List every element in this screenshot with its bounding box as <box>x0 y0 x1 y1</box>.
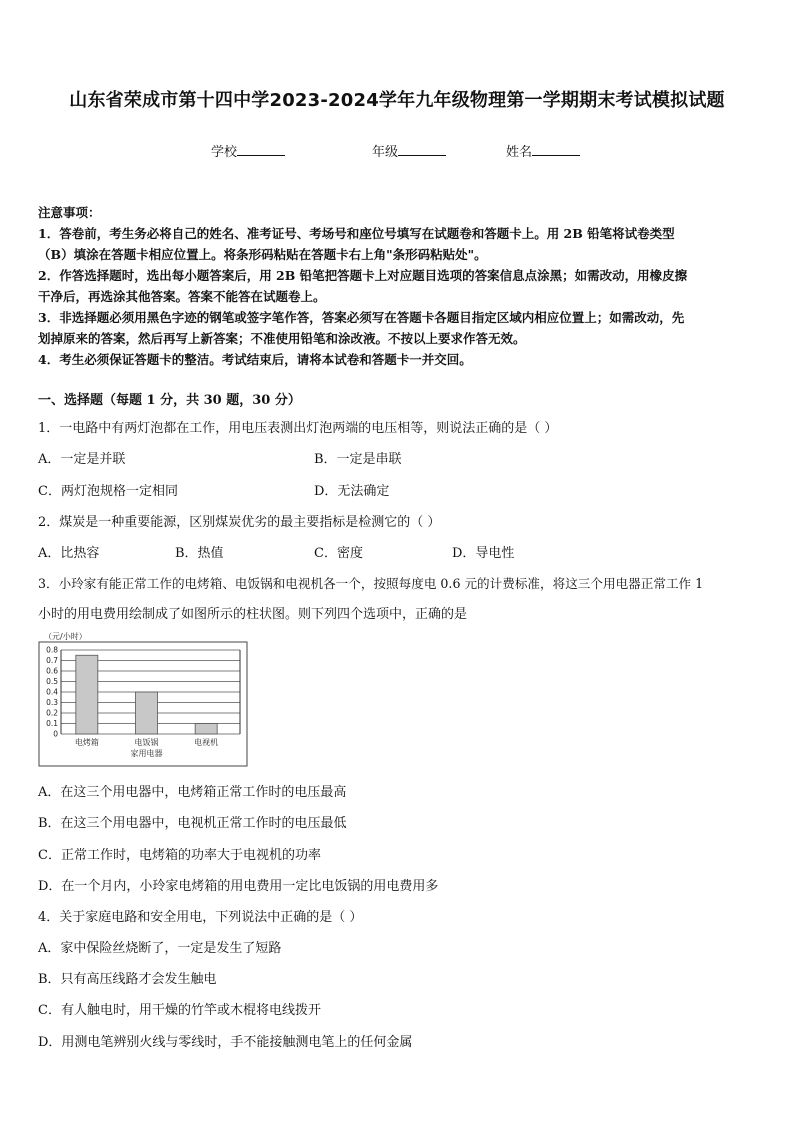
grade-field <box>372 141 446 160</box>
notice-item: （B）填涂在答题卡相应位置上。将条形码粘贴在答题卡右上角"条形码粘贴处"。 <box>38 247 487 262</box>
notice-item: 划掉原来的答案，然后再写上新答案；不准使用铅笔和涂改液。不按以上要求作答无效。 <box>38 331 526 346</box>
question-2-option-a: A．比热容 <box>38 546 100 561</box>
school-label: 学校 <box>211 145 238 160</box>
notice-item: 干净后，再选涂其他答案。答案不能答在试题卷上。 <box>38 289 326 304</box>
question-2-option-b: B．热值 <box>175 546 224 561</box>
question-1-stem: 1．一电路中有两灯泡都在工作，用电压表测出灯泡两端的电压相等，则说法正确的是（ ） <box>38 421 558 436</box>
name-field <box>506 141 580 160</box>
bar-1 <box>76 655 98 734</box>
question-4-option-b: B．只有高压线路才会发生触电 <box>38 972 217 987</box>
question-1-option-d: D．无法确定 <box>314 484 390 499</box>
y-tick-label: 0.1 <box>46 719 58 728</box>
bar-3 <box>195 724 217 735</box>
question-3-stem-line1: 3．小玲家有能正常工作的电烤箱、电饭锅和电视机各一个，按照每度电 0.6 元的计费标准，将这三个用电器正常工作 1 <box>38 576 704 591</box>
question-4-option-c: C．有人触电时，用干燥的竹竿或木棍将电线拨开 <box>38 1003 321 1018</box>
question-3-stem-line2: 小时的用电费用绘制成了如图所示的柱状图。则下列四个选项中，正确的是 <box>38 607 468 622</box>
question-4-option-d: D．用测电笔辨别火线与零线时，手不能接触测电笔上的任何金属 <box>38 1035 413 1050</box>
question-4-stem: 4．关于家庭电路和安全用电，下列说法中正确的是（ ） <box>38 910 363 925</box>
question-3-option-d: D．在一个月内，小玲家电烤箱的用电费用一定比电饭锅的用电费用多 <box>38 879 439 894</box>
y-tick-label: 0.8 <box>46 645 58 655</box>
y-tick-label: 0.2 <box>46 708 58 718</box>
notice-item: 1．答卷前，考生务必将自己的姓名、准考证号、考场号和座位号填写在试题卷和答题卡上。用 2B 铅笔将试卷类型 <box>38 226 675 241</box>
question-3-option-b: B．在这三个用电器中，电视机正常工作时的电压最低 <box>38 816 347 831</box>
bar-2 <box>136 692 158 734</box>
bar-chart <box>36 630 250 766</box>
question-1-option-b: B．一定是串联 <box>314 452 402 467</box>
notice-item: 4．考生必须保证答题卡的整洁。考试结束后，请将本试卷和答题卡一并交回。 <box>38 352 472 367</box>
question-2-option-c: C．密度 <box>314 546 363 561</box>
y-axis-unit-label: （元/小时） <box>44 632 87 641</box>
y-tick-label: 0.4 <box>46 687 58 697</box>
section-heading: 一、选择题（每题 1 分，共 30 题，30 分） <box>38 393 301 408</box>
question-3-option-c: C．正常工作时，电烤箱的功率大于电视机的功率 <box>38 848 321 863</box>
grade-label: 年级 <box>372 145 399 160</box>
y-tick-label: 0.5 <box>46 677 58 686</box>
name-blank <box>532 143 580 156</box>
notice-item: 3．非选择题必须用黑色字迹的钢笔或签字笔作答，答案必须写在答题卡各题目指定区域内相应位置上；如需改动，先 <box>38 310 685 325</box>
x-tick-label: 电视机 <box>194 738 219 747</box>
question-2-option-d: D．导电性 <box>452 546 515 561</box>
x-tick-label: 电饭锅 <box>134 738 159 747</box>
y-tick-label: 0 <box>53 729 58 739</box>
x-axis-label: 家用电器 <box>130 749 163 758</box>
exam-title: 山东省荣成市第十四中学2023-2024学年九年级物理第一学期期末考试模拟试题 <box>69 90 725 111</box>
bar-chart-svg <box>36 630 250 768</box>
notice-heading: 注意事项： <box>38 205 101 220</box>
question-4-option-a: A．家中保险丝烧断了，一定是发生了短路 <box>38 941 282 956</box>
question-1-option-a: A．一定是并联 <box>38 452 126 467</box>
grade-blank <box>398 143 446 156</box>
y-tick-label: 0.7 <box>46 656 58 665</box>
x-tick-label: 电烤箱 <box>74 738 99 747</box>
question-3-option-a: A．在这三个用电器中，电烤箱正常工作时的电压最高 <box>38 785 347 800</box>
question-2-stem: 2．煤炭是一种重要能源，区别煤炭优劣的最主要指标是检测它的（ ） <box>38 515 441 530</box>
school-blank <box>237 143 285 156</box>
y-tick-label: 0.6 <box>46 666 58 676</box>
question-1-option-c: C．两灯泡规格一定相同 <box>38 484 178 499</box>
school-field <box>211 141 285 160</box>
y-tick-label: 0.3 <box>46 698 58 707</box>
name-label: 姓名 <box>506 145 533 160</box>
notice-item: 2．作答选择题时，选出每小题答案后，用 2B 铅笔把答题卡上对应题目选项的答案信息点涂黑；如需改动，用橡皮擦 <box>38 268 688 283</box>
